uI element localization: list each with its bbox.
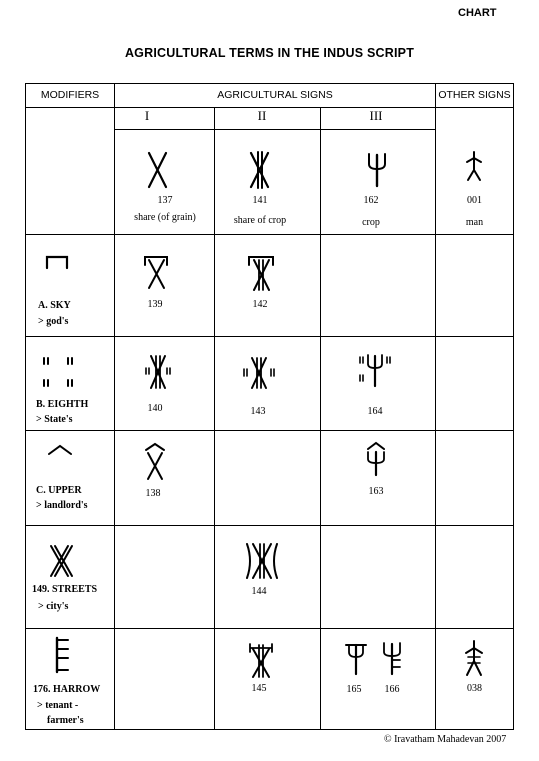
sign-number-138: 138 bbox=[145, 488, 161, 499]
sign-number-139: 139 bbox=[147, 299, 163, 310]
sign-001-man bbox=[464, 150, 484, 182]
modifier-gloss-eighth: > State's bbox=[36, 414, 73, 425]
sign-138 bbox=[142, 441, 168, 481]
sign-gloss-001: man bbox=[465, 217, 484, 228]
sign-gloss-141: share of crop bbox=[233, 215, 287, 226]
sign-140 bbox=[144, 353, 172, 391]
sign-139 bbox=[142, 254, 170, 292]
modifier-gloss-streets: > city's bbox=[38, 601, 69, 612]
modifier-label-eighth: B. EIGHTH bbox=[36, 399, 89, 410]
sign-141-share-of-crop bbox=[247, 150, 273, 190]
sign-number-001: 001 bbox=[467, 195, 482, 206]
modifier-gloss-harrow-2: farmer's bbox=[47, 715, 84, 726]
sign-gloss-137: share (of grain) bbox=[134, 212, 196, 223]
sign-145 bbox=[246, 641, 276, 679]
sign-137-share bbox=[145, 150, 171, 190]
copyright-footer: © Iravatham Mahadevan 2007 bbox=[384, 734, 507, 745]
modifier-label-upper: C. UPPER bbox=[36, 485, 82, 496]
sign-number-143: 143 bbox=[250, 406, 266, 417]
modifier-label-sky: A. SKY bbox=[38, 300, 71, 311]
sign-number-137: 137 bbox=[157, 195, 173, 206]
sign-038 bbox=[462, 639, 486, 677]
sign-number-162: 162 bbox=[363, 195, 379, 206]
sign-number-141: 141 bbox=[252, 195, 268, 206]
sign-number-166: 166 bbox=[384, 684, 400, 695]
sign-number-038: 038 bbox=[467, 683, 482, 694]
sign-number-145: 145 bbox=[251, 683, 267, 694]
header-agricultural-signs: AGRICULTURAL SIGNS bbox=[217, 89, 333, 101]
modifier-upper-sign bbox=[46, 443, 74, 457]
sign-number-163: 163 bbox=[368, 486, 384, 497]
sign-143 bbox=[242, 355, 276, 391]
column-header-i: I bbox=[144, 108, 150, 123]
sign-number-142: 142 bbox=[252, 299, 268, 310]
sign-165 bbox=[343, 640, 369, 676]
sign-gloss-162: crop bbox=[362, 217, 380, 228]
modifier-gloss-sky: > god's bbox=[38, 316, 69, 327]
chart-tag: CHART bbox=[458, 7, 497, 19]
modifier-harrow-sign bbox=[54, 636, 72, 674]
modifier-streets-sign bbox=[48, 543, 74, 579]
header-other-signs: OTHER SIGNS bbox=[438, 89, 511, 101]
column-header-ii: II bbox=[257, 108, 267, 123]
modifier-gloss-upper: > landlord's bbox=[36, 500, 88, 511]
sign-142 bbox=[246, 254, 276, 294]
sign-144 bbox=[243, 541, 281, 581]
header-modifiers: MODIFIERS bbox=[40, 89, 100, 101]
sign-number-144: 144 bbox=[251, 586, 267, 597]
sign-166 bbox=[380, 640, 404, 676]
modifier-sky-sign bbox=[44, 254, 70, 270]
modifier-label-harrow: 176. HARROW bbox=[33, 684, 101, 695]
sign-163 bbox=[364, 441, 388, 477]
column-header-iii: III bbox=[369, 108, 383, 123]
sign-number-164: 164 bbox=[367, 406, 383, 417]
page-title: AGRICULTURAL TERMS IN THE INDUS SCRIPT bbox=[124, 46, 415, 60]
sign-162-crop bbox=[366, 150, 388, 188]
sign-number-140: 140 bbox=[147, 403, 163, 414]
modifier-gloss-harrow: > tenant - bbox=[37, 700, 79, 711]
modifier-eighth-sign bbox=[40, 355, 78, 391]
sign-number-165: 165 bbox=[346, 684, 362, 695]
sign-164 bbox=[358, 352, 392, 388]
modifier-label-streets: 149. STREETS bbox=[32, 584, 98, 595]
